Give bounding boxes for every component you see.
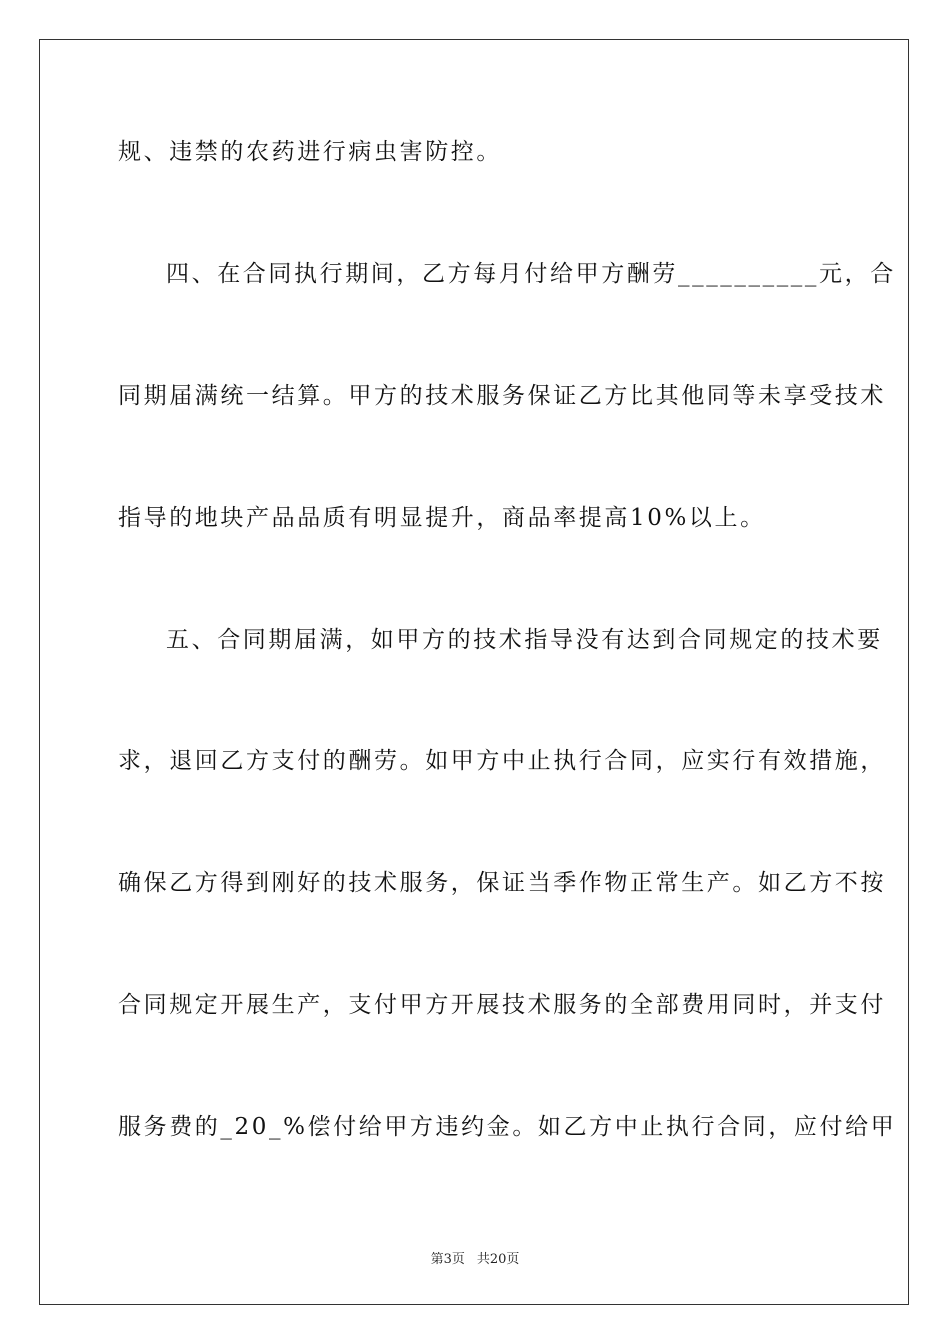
page-footer xyxy=(0,1248,950,1267)
body-line-7: 确保乙方得到刚好的技术服务，保证当季作物正常生产。如乙方不按 xyxy=(118,870,886,896)
body-line-6: 求，退回乙方支付的酬劳。如甲方中止执行合同，应实行有效措施， xyxy=(118,748,886,774)
body-line-2: 四、在合同执行期间，乙方每月付给甲方酬劳__________元，合 xyxy=(166,261,896,287)
body-line-5: 五、合同期届满，如甲方的技术指导没有达到合同规定的技术要 xyxy=(166,627,883,653)
body-line-8: 合同规定开展生产，支付甲方开展技术服务的全部费用同时，并支付 xyxy=(118,992,886,1018)
body-line-4: 指导的地块产品品质有明显提升，商品率提高10%以上。 xyxy=(118,505,766,531)
page-total: 共20页 xyxy=(476,1252,520,1267)
body-line-9: 服务费的_20_%偿付给甲方违约金。如乙方中止执行合同，应付给甲 xyxy=(118,1114,897,1140)
body-line-1: 规、违禁的农药进行病虫害防控。 xyxy=(118,139,502,165)
page-number: 第3页 xyxy=(430,1252,465,1267)
body-line-3: 同期届满统一结算。甲方的技术服务保证乙方比其他同等未享受技术 xyxy=(118,383,886,409)
